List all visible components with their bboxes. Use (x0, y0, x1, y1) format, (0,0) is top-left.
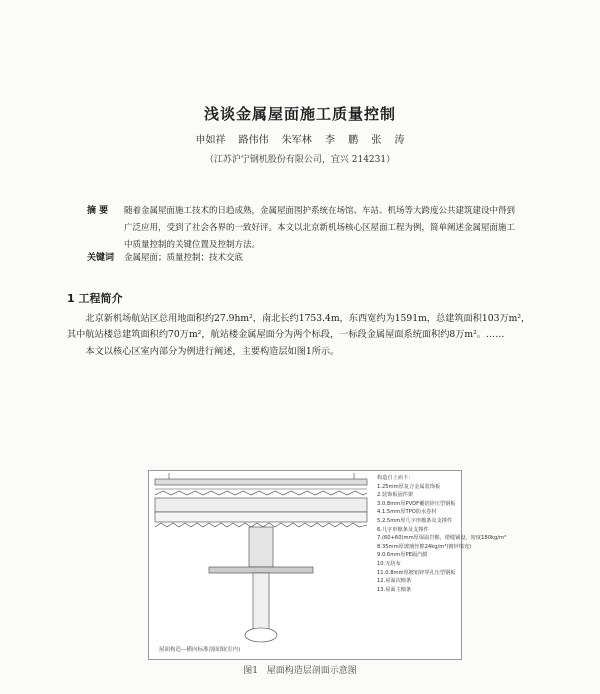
abstract-block (87, 203, 523, 254)
legend-item: 5.2.5mm厚几字形檩条及支撑件 (377, 517, 453, 524)
paper-title: 浅谈金属屋面施工质量控制 (203, 105, 396, 123)
legend-item: 13.屋面主檩条 (377, 586, 412, 593)
legend-item: 1.25mm厚复合金属装饰板 (377, 483, 441, 490)
legend-item: 4.1.5mm厚TPO防水卷材 (377, 509, 437, 516)
abstract-text: 随着金属屋面施工技术的日趋成熟，金属屋面围护系统在场馆、车站、机场等大跨度公共建筑建设中得到广泛应用，受到了社会各界的一致好评。本文以北京新机场核心区屋面工程为例，简单阐述金属屋面施工中质量控制的关键位置及控制方法。 (124, 206, 516, 250)
legend-item: 11.0.8mm厚镀铝锌穿孔压型钢板 (377, 569, 456, 576)
figure-legend (377, 474, 507, 594)
keywords-text: 金属屋面；质量控制；技术交底 (124, 253, 244, 263)
legend-item: 7.(60+60)mm厚保温岩棉，错缝铺设，密度180kg/m³ (377, 535, 507, 542)
section-body (67, 311, 533, 360)
figure-1 (148, 470, 507, 660)
body-paragraph-1: 北京新机场航站区总用地面积约27.9hm²，南北长约1753.4m，东西宽约为1591m，总建筑面积103万m²，其中航站楼总建筑面积约70万m²，航站楼金属屋面分为两个标段，一标段金属屋面系统面积约8万m²。…… (67, 313, 531, 341)
author-list: 申如祥 路伟伟 朱军林 李 鹏 张 涛 (195, 135, 405, 146)
legend-item: 10.无纺布 (377, 560, 401, 567)
section-heading: 1 工程简介 (67, 292, 123, 305)
affiliation: （江苏沪宁钢机股份有限公司，宜兴 214231） (204, 155, 396, 165)
abstract-label: 摘 要 (87, 206, 109, 216)
legend-title: 构造自上而下： (377, 475, 414, 481)
keywords-label: 关键词 (87, 253, 115, 263)
legend-item: 8.35mm厚玻璃丝棉24kg/m³(镀锌填充) (377, 543, 472, 550)
legend-item: 6.几字形檩条及支撑件 (377, 526, 429, 533)
keywords-block (87, 250, 523, 263)
roof-layers (155, 473, 367, 642)
roof-section-drawing (149, 471, 374, 659)
legend-item: 3.0.8mm厚PVDF覆铝锌压型钢板 (377, 500, 456, 507)
figure-subcaption: 屋面构造—横向标准剖面图(室内) (159, 647, 241, 653)
body-paragraph-2: 本文以核心区室内部分为例进行阐述，主要构造层如图1所示。 (85, 345, 340, 357)
legend-item: 2.装饰板固件架 (377, 492, 414, 499)
legend-item: 12.屋面次檩条 (377, 578, 412, 585)
figure-caption: 图1 屋面构造层剖面示意图 (243, 666, 357, 676)
legend-item: 9.0.6mm厚PE隔汽膜 (377, 552, 428, 559)
